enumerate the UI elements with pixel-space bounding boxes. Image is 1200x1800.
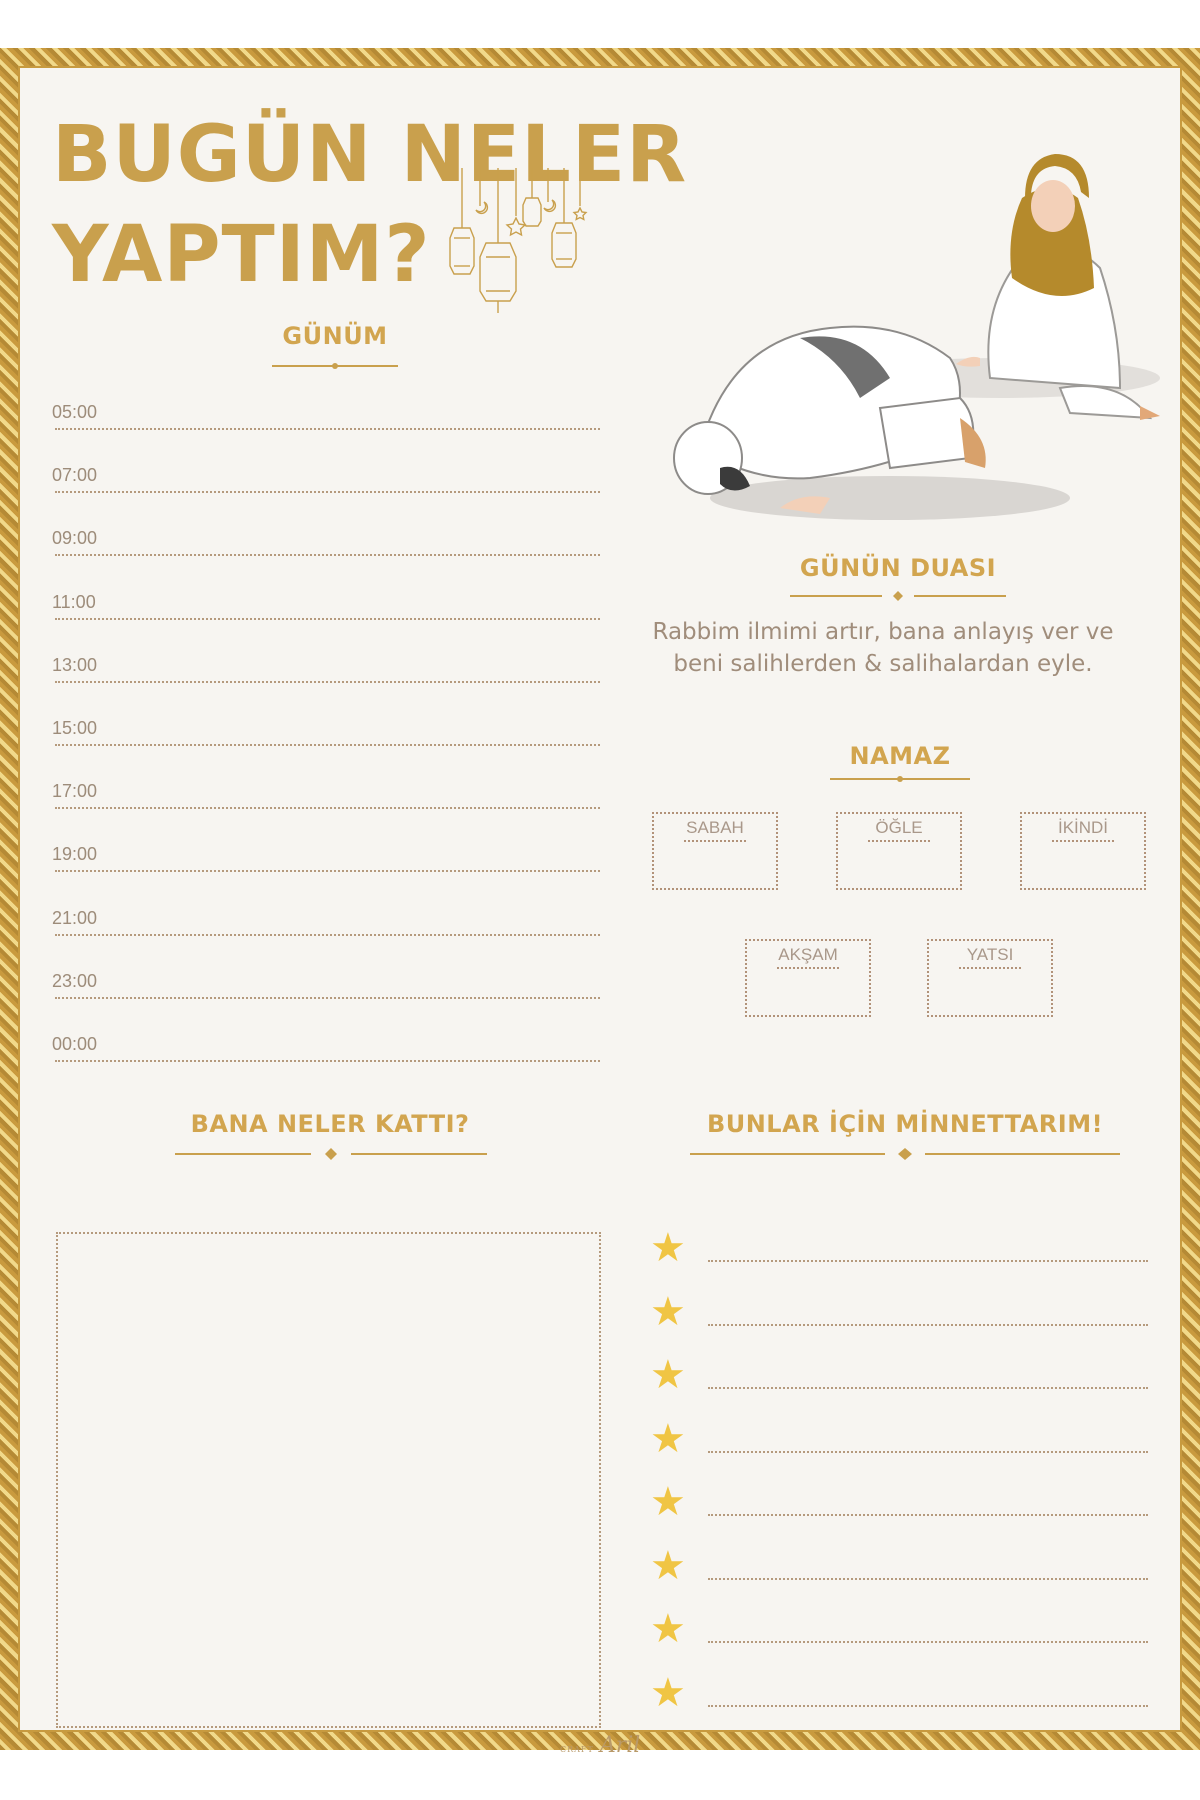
dua-text: Rabbim ilmimi artır, bana anlayış ver ve beni salihlerden & salihalardan eyle. xyxy=(652,619,1114,677)
star-icon: ★ xyxy=(650,1479,686,1525)
time-label: 19:00 xyxy=(52,844,98,865)
dua-heading: GÜNÜN DUASI xyxy=(799,554,997,582)
lantern-decoration-icon xyxy=(440,168,590,328)
time-writing-line[interactable] xyxy=(55,1060,600,1062)
gratitude-writing-line[interactable] xyxy=(708,1578,1148,1580)
gratitude-heading: BUNLAR İÇİN MİNNETTARIM! xyxy=(706,1110,1104,1138)
heading-ornament-icon xyxy=(175,1148,487,1160)
contributions-box[interactable] xyxy=(56,1232,601,1728)
planner-sheet xyxy=(0,48,1200,1758)
time-writing-line[interactable] xyxy=(55,934,600,936)
star-icon: ★ xyxy=(650,1415,686,1462)
schedule-heading: GÜNÜM xyxy=(282,322,388,350)
gratitude-writing-line[interactable] xyxy=(708,1324,1148,1326)
time-writing-line[interactable] xyxy=(55,807,600,809)
time-label: 00:00 xyxy=(52,1034,98,1054)
time-label: 23:00 xyxy=(52,970,98,991)
brand-signature xyxy=(560,1733,640,1758)
gratitude-writing-line[interactable] xyxy=(708,1705,1148,1707)
time-writing-line[interactable] xyxy=(55,428,600,430)
time-label: 05:00 xyxy=(52,402,98,422)
brand-script: Aril xyxy=(599,1733,641,1758)
prayer-box-sabah[interactable] xyxy=(652,812,778,890)
star-icon: ★ xyxy=(650,1669,686,1716)
prayer-label: AKŞAM xyxy=(778,945,838,964)
star-icon: ★ xyxy=(650,1225,686,1271)
time-label: 07:00 xyxy=(52,465,98,486)
time-writing-line[interactable] xyxy=(55,681,600,683)
contributions-heading: BANA NELER KATTI? xyxy=(190,1110,470,1138)
time-label: 09:00 xyxy=(52,528,98,549)
heading-ornament-icon xyxy=(272,360,398,372)
heading-ornament-icon xyxy=(830,773,970,785)
star-icon: ★ xyxy=(650,1352,686,1398)
time-writing-line[interactable] xyxy=(55,744,600,746)
time-label: 15:00 xyxy=(52,718,98,738)
prayer-illustration-icon xyxy=(660,88,1160,528)
gratitude-writing-line[interactable] xyxy=(708,1514,1148,1516)
prayer-label: ÖĞLE xyxy=(875,818,923,837)
prayer-label: YATSI xyxy=(966,945,1014,964)
prayer-box-yatsi[interactable] xyxy=(927,939,1053,1017)
namaz-heading: NAMAZ xyxy=(849,742,951,770)
prayer-label: SABAH xyxy=(686,818,744,837)
page-title-line2: YAPTIM? xyxy=(52,210,431,300)
star-icon: ★ xyxy=(650,1606,686,1652)
prayer-label: İKİNDİ xyxy=(1057,818,1109,837)
gratitude-writing-line[interactable] xyxy=(708,1641,1148,1643)
star-icon: ★ xyxy=(650,1288,686,1335)
time-label: 11:00 xyxy=(52,591,96,612)
time-writing-line[interactable] xyxy=(55,618,600,620)
heading-ornament-icon xyxy=(790,590,1006,602)
prayer-box-ikindi[interactable] xyxy=(1020,812,1146,890)
time-writing-line[interactable] xyxy=(55,997,600,999)
gratitude-writing-line[interactable] xyxy=(708,1387,1148,1389)
time-label: 13:00 xyxy=(52,654,98,675)
time-writing-line[interactable] xyxy=(55,491,600,493)
time-writing-line[interactable] xyxy=(55,870,600,872)
time-label: 17:00 xyxy=(52,781,98,802)
gratitude-writing-line[interactable] xyxy=(708,1451,1148,1453)
star-icon: ★ xyxy=(650,1542,686,1589)
page-title-line1: BUGÜN NELER xyxy=(52,110,688,200)
prayer-box-aksam[interactable] xyxy=(745,939,871,1017)
time-label: 21:00 xyxy=(52,907,98,928)
gratitude-writing-line[interactable] xyxy=(708,1260,1148,1262)
heading-ornament-icon xyxy=(690,1148,1120,1160)
brand-small: CRAFT xyxy=(560,1745,594,1754)
prayer-box-ogle[interactable] xyxy=(836,812,962,890)
time-writing-line[interactable] xyxy=(55,554,600,556)
